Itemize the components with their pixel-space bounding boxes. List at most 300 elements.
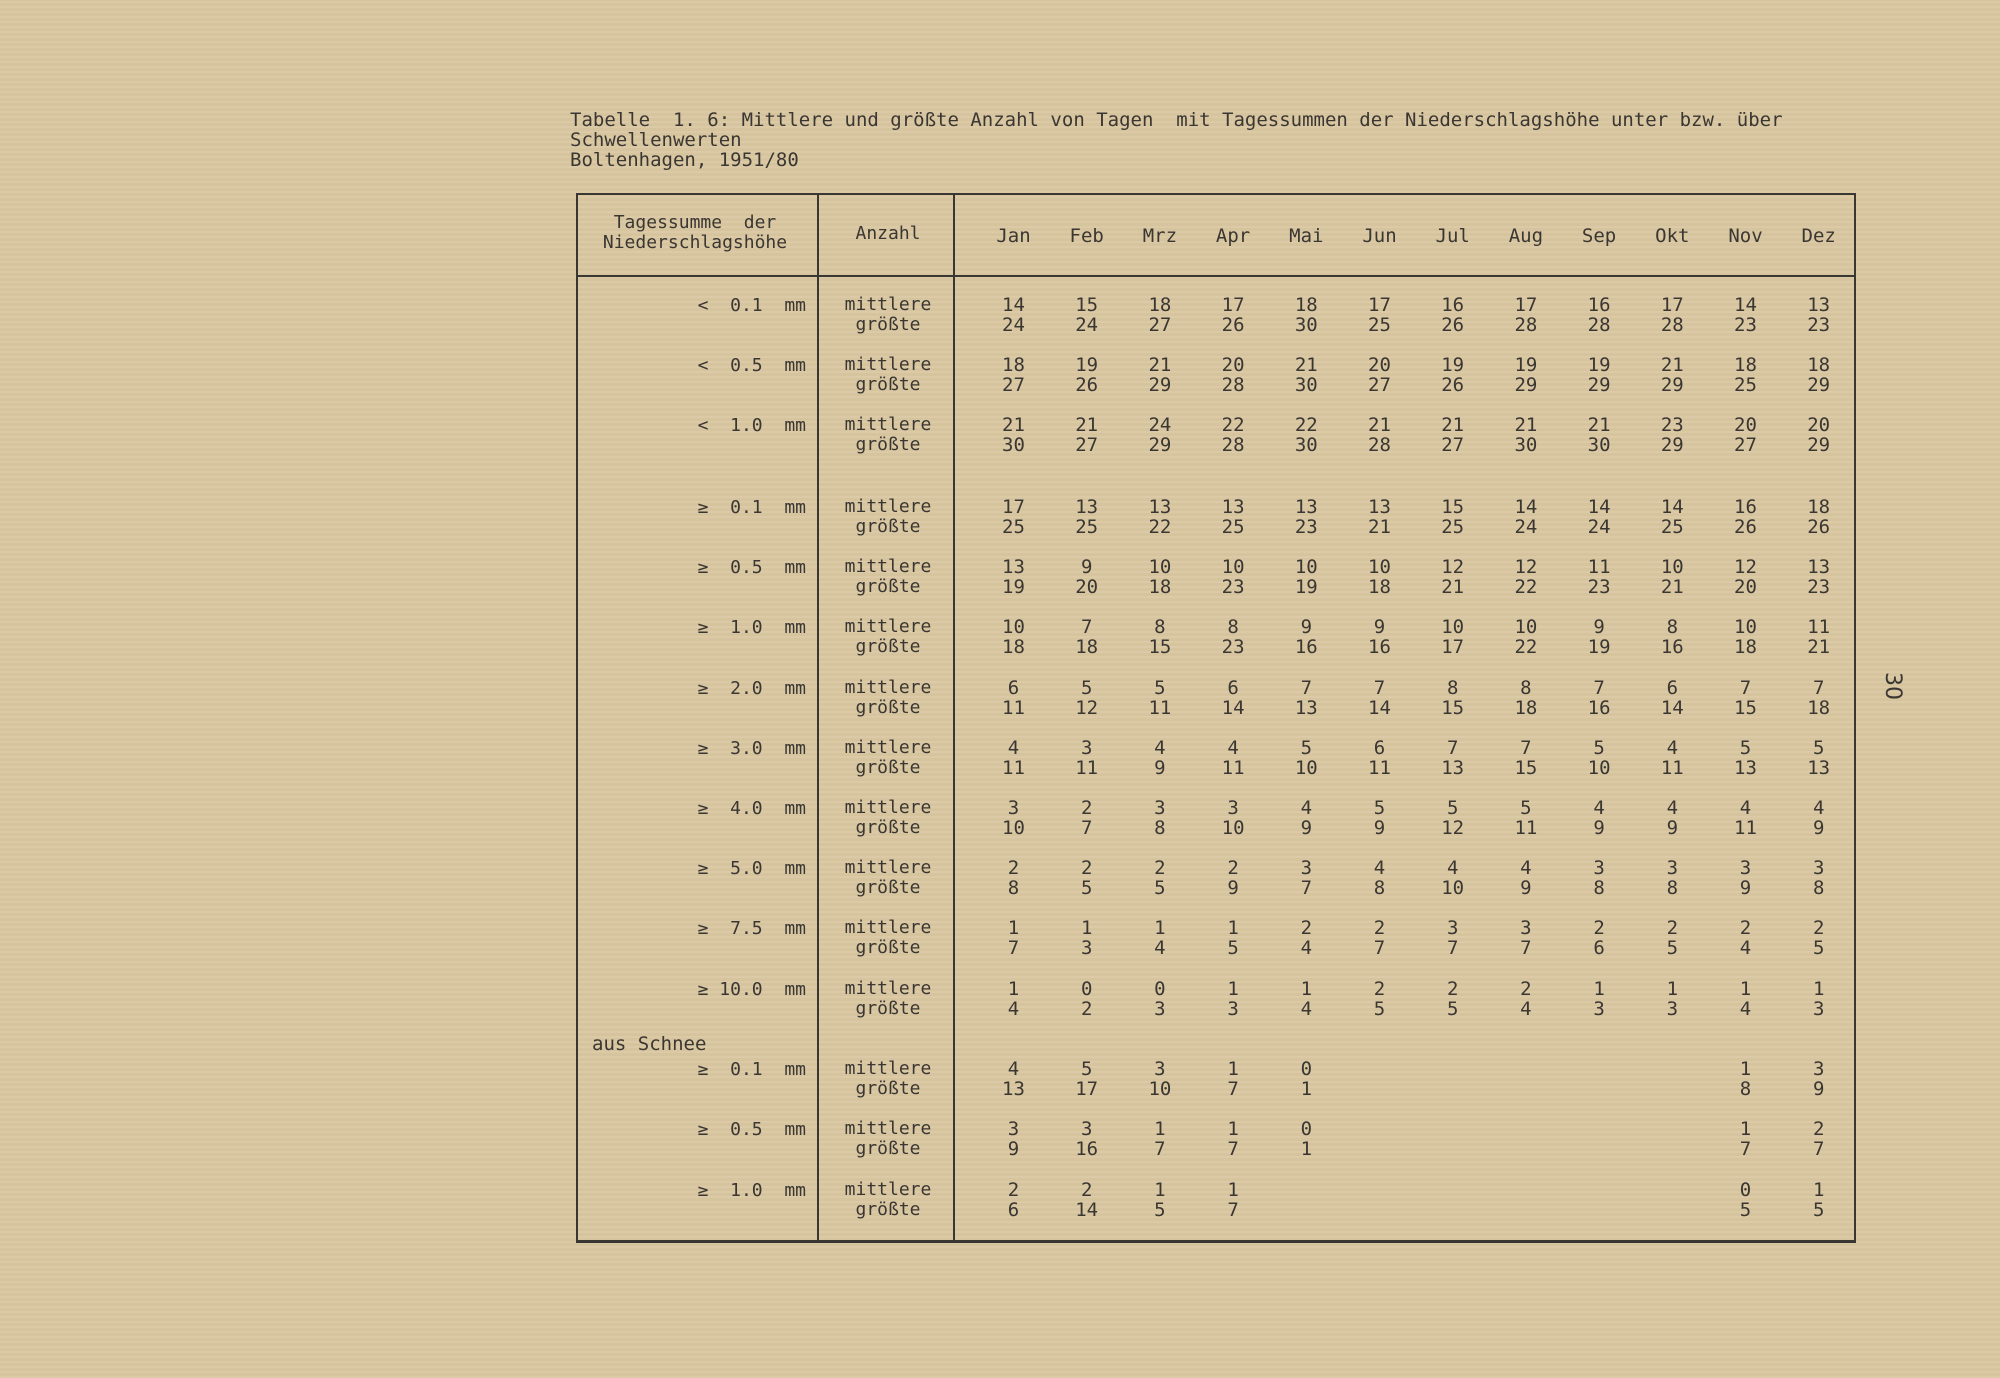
cell-mittlere: 4 <box>1154 737 1166 759</box>
cell-groesste: 3 <box>1227 998 1239 1020</box>
header-month-apr: Apr <box>1215 225 1251 247</box>
cell-mittlere: 3 <box>1666 857 1679 879</box>
cell-mittlere: 10 <box>1660 556 1684 578</box>
cell-mittlere: 2 <box>1812 917 1825 939</box>
label-groesste: größte <box>855 697 921 718</box>
cell-groesste: 9 <box>1812 817 1825 839</box>
row-threshold: ≥ 4.0 mm <box>697 798 806 819</box>
row-anzahl-labels <box>828 1180 948 1220</box>
cell-groesste: 24 <box>1587 516 1611 538</box>
cell-mittlere: 5 <box>1080 1058 1093 1080</box>
cell-mittlere: 17 <box>1221 294 1245 316</box>
cell-mittlere: 21 <box>1002 414 1025 436</box>
cell-groesste: 26 <box>1441 314 1465 336</box>
cell-mittlere: 18 <box>1148 294 1172 316</box>
cell-mittlere: 14 <box>1514 496 1538 518</box>
row-threshold: ≥ 0.1 mm <box>697 1059 806 1080</box>
cell-mittlere: 17 <box>1002 496 1025 518</box>
cell-groesste: 30 <box>1002 434 1025 456</box>
label-groesste: größte <box>855 636 921 657</box>
cell-mittlere: 2 <box>1080 857 1093 879</box>
cell-groesste: 21 <box>1807 636 1831 658</box>
cell-mittlere: 7 <box>1080 616 1093 638</box>
row-threshold: < 1.0 mm <box>697 415 806 436</box>
cell-mittlere: 10 <box>1441 616 1465 638</box>
cell-groesste: 19 <box>1002 576 1025 598</box>
cell-mittlere: 18 <box>1294 294 1318 316</box>
cell-mittlere: 9 <box>1373 616 1386 638</box>
cell-groesste: 7 <box>1373 937 1386 959</box>
row-threshold: < 0.5 mm <box>697 355 806 376</box>
header-month-mai: Mai <box>1289 225 1324 247</box>
row-anzahl-labels <box>828 678 948 718</box>
cell-groesste: 29 <box>1587 374 1611 396</box>
cell-mittlere: 3 <box>1446 917 1459 939</box>
cell-mittlere: 3 <box>1812 1058 1825 1080</box>
cell-groesste: 28 <box>1587 314 1611 336</box>
cell-mittlere: 1 <box>1593 978 1605 1000</box>
cell-mittlere: 5 <box>1739 737 1752 759</box>
label-groesste: größte <box>855 1138 921 1159</box>
cell-groesste: 29 <box>1148 434 1172 456</box>
cell-mittlere: 0 <box>1080 978 1093 1000</box>
cell-mittlere: 7 <box>1373 677 1386 699</box>
cell-groesste: 30 <box>1294 434 1318 456</box>
label-mittlere: mittlere <box>844 354 932 375</box>
cell-groesste: 7 <box>1227 1199 1239 1221</box>
cell-groesste: 4 <box>1739 937 1752 959</box>
page-number: 30 <box>1880 672 1905 700</box>
cell-groesste: 4 <box>1300 998 1313 1020</box>
cell-mittlere: 2 <box>1007 1179 1020 1201</box>
cell-mittlere: 8 <box>1227 616 1239 638</box>
cell-mittlere: 13 <box>1807 294 1831 316</box>
cell-groesste: 4 <box>1007 998 1020 1020</box>
cell-mittlere: 6 <box>1373 737 1386 759</box>
cell-mittlere: 15 <box>1075 294 1099 316</box>
row-threshold: ≥ 3.0 mm <box>697 738 806 759</box>
cell-mittlere: 19 <box>1587 354 1611 376</box>
cell-groesste: 28 <box>1368 434 1391 456</box>
cell-groesste: 9 <box>1812 1078 1825 1100</box>
cell-groesste: 5 <box>1154 1199 1166 1221</box>
cell-mittlere: 1 <box>1007 978 1020 1000</box>
cell-groesste: 13 <box>1807 757 1831 779</box>
cell-mittlere: 23 <box>1660 414 1684 436</box>
cell-mittlere: 19 <box>1514 354 1538 376</box>
cell-groesste: 5 <box>1154 877 1166 899</box>
label-mittlere: mittlere <box>844 1058 932 1079</box>
cell-groesste: 26 <box>1734 516 1757 538</box>
row-threshold: ≥ 7.5 mm <box>697 918 806 939</box>
cell-groesste: 28 <box>1221 374 1245 396</box>
cell-mittlere: 2 <box>1154 857 1166 879</box>
row-threshold: ≥ 10.0 mm <box>697 979 806 1000</box>
cell-groesste: 26 <box>1441 374 1465 396</box>
cell-mittlere: 18 <box>1002 354 1025 376</box>
cell-groesste: 10 <box>1441 877 1465 899</box>
header-threshold-line2: Niederschlagshöhe <box>602 232 788 253</box>
cell-mittlere: 3 <box>1080 1118 1093 1140</box>
cell-mittlere: 21 <box>1368 414 1391 436</box>
row-anzahl-labels <box>828 295 948 335</box>
cell-groesste: 13 <box>1734 757 1757 779</box>
cell-groesste: 24 <box>1075 314 1099 336</box>
label-mittlere: mittlere <box>844 737 932 758</box>
cell-groesste: 11 <box>1368 757 1391 779</box>
cell-mittlere: 1 <box>1300 978 1313 1000</box>
cell-mittlere: 14 <box>1002 294 1025 316</box>
cell-groesste: 5 <box>1739 1199 1752 1221</box>
cell-mittlere: 1 <box>1227 1058 1239 1080</box>
cell-mittlere: 16 <box>1734 496 1757 518</box>
cell-mittlere: 1 <box>1154 1118 1166 1140</box>
cell-groesste: 5 <box>1373 998 1386 1020</box>
cell-groesste: 11 <box>1514 817 1538 839</box>
cell-groesste: 30 <box>1294 314 1318 336</box>
cell-groesste: 17 <box>1441 636 1465 658</box>
table-caption <box>570 110 1890 170</box>
cell-mittlere: 14 <box>1734 294 1757 316</box>
cell-mittlere: 3 <box>1154 1058 1166 1080</box>
cell-mittlere: 10 <box>1294 556 1318 578</box>
header-month-mrz: Mrz <box>1142 225 1178 247</box>
cell-mittlere: 14 <box>1587 496 1611 518</box>
cell-groesste: 4 <box>1520 998 1532 1020</box>
cell-groesste: 29 <box>1660 434 1684 456</box>
cell-groesste: 27 <box>1734 434 1757 456</box>
cell-mittlere: 1 <box>1080 917 1093 939</box>
cell-groesste: 23 <box>1734 314 1757 336</box>
cell-groesste: 7 <box>1154 1138 1166 1160</box>
cell-mittlere: 0 <box>1739 1179 1752 1201</box>
cell-groesste: 10 <box>1587 757 1611 779</box>
cell-groesste: 16 <box>1294 636 1318 658</box>
cell-mittlere: 5 <box>1593 737 1605 759</box>
cell-mittlere: 3 <box>1300 857 1313 879</box>
label-mittlere: mittlere <box>844 978 932 999</box>
cell-groesste: 26 <box>1075 374 1099 396</box>
cell-groesste: 14 <box>1075 1199 1099 1221</box>
row-anzahl-labels <box>828 918 948 958</box>
cell-mittlere: 2 <box>1373 978 1386 1000</box>
cell-groesste: 27 <box>1075 434 1099 456</box>
cell-mittlere: 1 <box>1154 1179 1166 1201</box>
cell-mittlere: 13 <box>1221 496 1245 518</box>
header-month-jan: Jan <box>996 225 1031 247</box>
cell-groesste: 9 <box>1666 817 1679 839</box>
label-mittlere: mittlere <box>844 797 932 818</box>
cell-groesste: 6 <box>1593 937 1605 959</box>
cell-groesste: 20 <box>1734 576 1757 598</box>
cell-mittlere: 8 <box>1666 616 1679 638</box>
label-mittlere: mittlere <box>844 414 932 435</box>
cell-mittlere: 1 <box>1227 978 1239 1000</box>
cell-groesste: 13 <box>1294 697 1318 719</box>
row-threshold: ≥ 2.0 mm <box>697 678 806 699</box>
header-threshold-line1: Tagessumme der <box>613 212 777 233</box>
cell-groesste: 3 <box>1080 937 1093 959</box>
cell-mittlere: 8 <box>1154 616 1166 638</box>
cell-groesste: 16 <box>1587 697 1611 719</box>
cell-mittlere: 2 <box>1080 1179 1093 1201</box>
cell-mittlere: 9 <box>1300 616 1313 638</box>
cell-mittlere: 2 <box>1739 917 1752 939</box>
cell-groesste: 9 <box>1739 877 1752 899</box>
label-groesste: größte <box>855 817 921 838</box>
label-mittlere: mittlere <box>844 917 932 938</box>
cell-groesste: 23 <box>1807 314 1831 336</box>
cell-groesste: 4 <box>1300 937 1313 959</box>
cell-mittlere: 4 <box>1666 797 1679 819</box>
cell-mittlere: 5 <box>1446 797 1459 819</box>
cell-groesste: 11 <box>1221 757 1245 779</box>
cell-groesste: 11 <box>1002 697 1025 719</box>
cell-mittlere: 7 <box>1593 677 1605 699</box>
cell-mittlere: 2 <box>1227 857 1239 879</box>
header-month-jun: Jun <box>1362 225 1397 247</box>
cell-groesste: 18 <box>1368 576 1391 598</box>
cell-groesste: 15 <box>1148 636 1172 658</box>
cell-mittlere: 10 <box>1148 556 1172 578</box>
cell-mittlere: 10 <box>1514 616 1538 638</box>
cell-groesste: 9 <box>1227 877 1239 899</box>
data-table <box>576 193 1856 1243</box>
row-threshold: ≥ 0.5 mm <box>697 1119 806 1140</box>
cell-groesste: 18 <box>1002 636 1025 658</box>
label-mittlere: mittlere <box>844 1179 932 1200</box>
cell-mittlere: 2 <box>1373 917 1386 939</box>
cell-groesste: 23 <box>1294 516 1318 538</box>
cell-groesste: 25 <box>1002 516 1025 538</box>
group-label-snow: aus Schnee <box>592 1033 707 1055</box>
cell-groesste: 24 <box>1002 314 1025 336</box>
cell-mittlere: 3 <box>1593 857 1605 879</box>
cell-groesste: 11 <box>1734 817 1757 839</box>
cell-groesste: 3 <box>1666 998 1679 1020</box>
cell-mittlere: 3 <box>1520 917 1532 939</box>
cell-groesste: 7 <box>1007 937 1020 959</box>
row-threshold: < 0.1 mm <box>697 295 806 316</box>
cell-mittlere: 3 <box>1154 797 1166 819</box>
label-mittlere: mittlere <box>844 556 932 577</box>
cell-groesste: 15 <box>1734 697 1757 719</box>
label-groesste: größte <box>855 576 921 597</box>
cell-groesste: 19 <box>1294 576 1318 598</box>
cell-mittlere: 9 <box>1593 616 1605 638</box>
label-groesste: größte <box>855 1199 921 1220</box>
cell-mittlere: 4 <box>1227 737 1239 759</box>
cell-mittlere: 24 <box>1148 414 1172 436</box>
cell-mittlere: 13 <box>1807 556 1831 578</box>
cell-groesste: 29 <box>1660 374 1684 396</box>
cell-groesste: 26 <box>1807 516 1831 538</box>
cell-mittlere: 4 <box>1739 797 1752 819</box>
cell-mittlere: 7 <box>1520 737 1532 759</box>
cell-mittlere: 2 <box>1446 978 1459 1000</box>
cell-groesste: 25 <box>1075 516 1099 538</box>
cell-groesste: 10 <box>1002 817 1025 839</box>
row-anzahl-labels <box>828 798 948 838</box>
cell-groesste: 11 <box>1075 757 1099 779</box>
cell-mittlere: 1 <box>1227 1118 1239 1140</box>
cell-groesste: 10 <box>1294 757 1318 779</box>
cell-mittlere: 0 <box>1300 1058 1313 1080</box>
cell-mittlere: 5 <box>1300 737 1313 759</box>
cell-groesste: 11 <box>1660 757 1684 779</box>
cell-groesste: 16 <box>1368 636 1391 658</box>
cell-groesste: 29 <box>1514 374 1538 396</box>
label-groesste: größte <box>855 937 921 958</box>
cell-mittlere: 3 <box>1739 857 1752 879</box>
cell-groesste: 14 <box>1660 697 1684 719</box>
cell-mittlere: 12 <box>1734 556 1757 578</box>
cell-groesste: 25 <box>1660 516 1684 538</box>
cell-mittlere: 1 <box>1812 978 1825 1000</box>
cell-groesste: 16 <box>1660 636 1684 658</box>
cell-mittlere: 13 <box>1075 496 1099 518</box>
cell-groesste: 29 <box>1807 374 1831 396</box>
cell-mittlere: 2 <box>1007 857 1020 879</box>
cell-mittlere: 5 <box>1520 797 1532 819</box>
row-threshold: ≥ 0.5 mm <box>697 557 806 578</box>
cell-mittlere: 4 <box>1812 797 1825 819</box>
row-anzahl-labels <box>828 415 948 455</box>
cell-groesste: 21 <box>1660 576 1684 598</box>
cell-groesste: 8 <box>1666 877 1679 899</box>
cell-mittlere: 4 <box>1007 737 1020 759</box>
cell-groesste: 23 <box>1221 576 1245 598</box>
cell-mittlere: 6 <box>1666 677 1679 699</box>
cell-groesste: 22 <box>1148 516 1172 538</box>
cell-mittlere: 17 <box>1660 294 1684 316</box>
cell-groesste: 24 <box>1514 516 1538 538</box>
cell-groesste: 19 <box>1587 636 1611 658</box>
cell-groesste: 27 <box>1002 374 1025 396</box>
cell-mittlere: 20 <box>1368 354 1391 376</box>
cell-mittlere: 13 <box>1002 556 1025 578</box>
cell-groesste: 9 <box>1300 817 1313 839</box>
cell-groesste: 13 <box>1002 1078 1025 1100</box>
cell-mittlere: 5 <box>1080 677 1093 699</box>
label-groesste: größte <box>855 314 921 335</box>
row-anzahl-labels <box>828 1059 948 1099</box>
cell-mittlere: 3 <box>1007 797 1020 819</box>
cell-groesste: 7 <box>1812 1138 1825 1160</box>
cell-groesste: 11 <box>1148 697 1172 719</box>
cell-mittlere: 4 <box>1666 737 1679 759</box>
header-month-dez: Dez <box>1801 225 1836 247</box>
cell-groesste: 27 <box>1148 314 1172 336</box>
cell-groesste: 30 <box>1514 434 1538 456</box>
cell-groesste: 7 <box>1227 1138 1239 1160</box>
cell-mittlere: 13 <box>1294 496 1318 518</box>
cell-groesste: 12 <box>1441 817 1465 839</box>
header-month-feb: Feb <box>1069 225 1104 247</box>
cell-mittlere: 10 <box>1002 616 1025 638</box>
cell-mittlere: 20 <box>1807 414 1831 436</box>
caption-subtitle: Schwellenwerten <box>570 129 742 151</box>
cell-mittlere: 3 <box>1007 1118 1020 1140</box>
cell-groesste: 18 <box>1734 636 1757 658</box>
cell-mittlere: 0 <box>1300 1118 1313 1140</box>
cell-mittlere: 21 <box>1660 354 1684 376</box>
cell-groesste: 29 <box>1807 434 1831 456</box>
cell-mittlere: 7 <box>1739 677 1752 699</box>
cell-mittlere: 10 <box>1368 556 1391 578</box>
cell-mittlere: 21 <box>1075 414 1099 436</box>
cell-mittlere: 12 <box>1514 556 1538 578</box>
cell-mittlere: 1 <box>1154 917 1166 939</box>
cell-mittlere: 10 <box>1734 616 1757 638</box>
row-anzahl-labels <box>828 355 948 395</box>
row-anzahl-labels <box>828 497 948 537</box>
cell-mittlere: 1 <box>1739 1118 1752 1140</box>
row-anzahl-labels <box>828 557 948 597</box>
cell-mittlere: 8 <box>1446 677 1459 699</box>
cell-mittlere: 15 <box>1441 496 1465 518</box>
label-groesste: größte <box>855 374 921 395</box>
header-divider <box>578 275 1854 277</box>
cell-groesste: 9 <box>1373 817 1386 839</box>
cell-groesste: 8 <box>1373 877 1386 899</box>
cell-mittlere: 11 <box>1807 616 1831 638</box>
cell-mittlere: 2 <box>1520 978 1532 1000</box>
header-month-nov: Nov <box>1728 225 1763 247</box>
cell-groesste: 15 <box>1514 757 1538 779</box>
cell-groesste: 1 <box>1300 1078 1313 1100</box>
cell-mittlere: 17 <box>1514 294 1538 316</box>
cell-groesste: 23 <box>1587 576 1611 598</box>
cell-groesste: 8 <box>1007 877 1020 899</box>
cell-mittlere: 1 <box>1739 978 1752 1000</box>
cell-groesste: 29 <box>1148 374 1172 396</box>
cell-mittlere: 3 <box>1227 797 1239 819</box>
cell-groesste: 5 <box>1812 937 1825 959</box>
header-anzahl: Anzahl <box>855 223 921 244</box>
cell-mittlere: 4 <box>1373 857 1386 879</box>
cell-mittlere: 5 <box>1154 677 1166 699</box>
cell-mittlere: 3 <box>1812 857 1825 879</box>
label-mittlere: mittlere <box>844 294 932 315</box>
cell-groesste: 6 <box>1007 1199 1020 1221</box>
cell-mittlere: 7 <box>1446 737 1459 759</box>
cell-groesste: 28 <box>1660 314 1684 336</box>
cell-mittlere: 2 <box>1666 917 1679 939</box>
cell-mittlere: 4 <box>1593 797 1605 819</box>
cell-mittlere: 1 <box>1227 1179 1239 1201</box>
cell-groesste: 4 <box>1154 937 1166 959</box>
cell-mittlere: 13 <box>1368 496 1391 518</box>
label-groesste: größte <box>855 877 921 898</box>
cell-mittlere: 6 <box>1227 677 1239 699</box>
cell-mittlere: 13 <box>1148 496 1172 518</box>
cell-mittlere: 17 <box>1368 294 1391 316</box>
header-month-aug: Aug <box>1508 225 1544 247</box>
cell-groesste: 21 <box>1368 516 1391 538</box>
cell-mittlere: 2 <box>1080 797 1093 819</box>
cell-mittlere: 3 <box>1080 737 1093 759</box>
row-threshold: ≥ 5.0 mm <box>697 858 806 879</box>
cell-groesste: 13 <box>1441 757 1465 779</box>
cell-mittlere: 4 <box>1007 1058 1020 1080</box>
cell-groesste: 1 <box>1300 1138 1313 1160</box>
cell-groesste: 10 <box>1221 817 1245 839</box>
cell-mittlere: 2 <box>1593 917 1605 939</box>
cell-mittlere: 1 <box>1812 1179 1825 1201</box>
cell-groesste: 2 <box>1080 998 1093 1020</box>
cell-mittlere: 5 <box>1373 797 1386 819</box>
